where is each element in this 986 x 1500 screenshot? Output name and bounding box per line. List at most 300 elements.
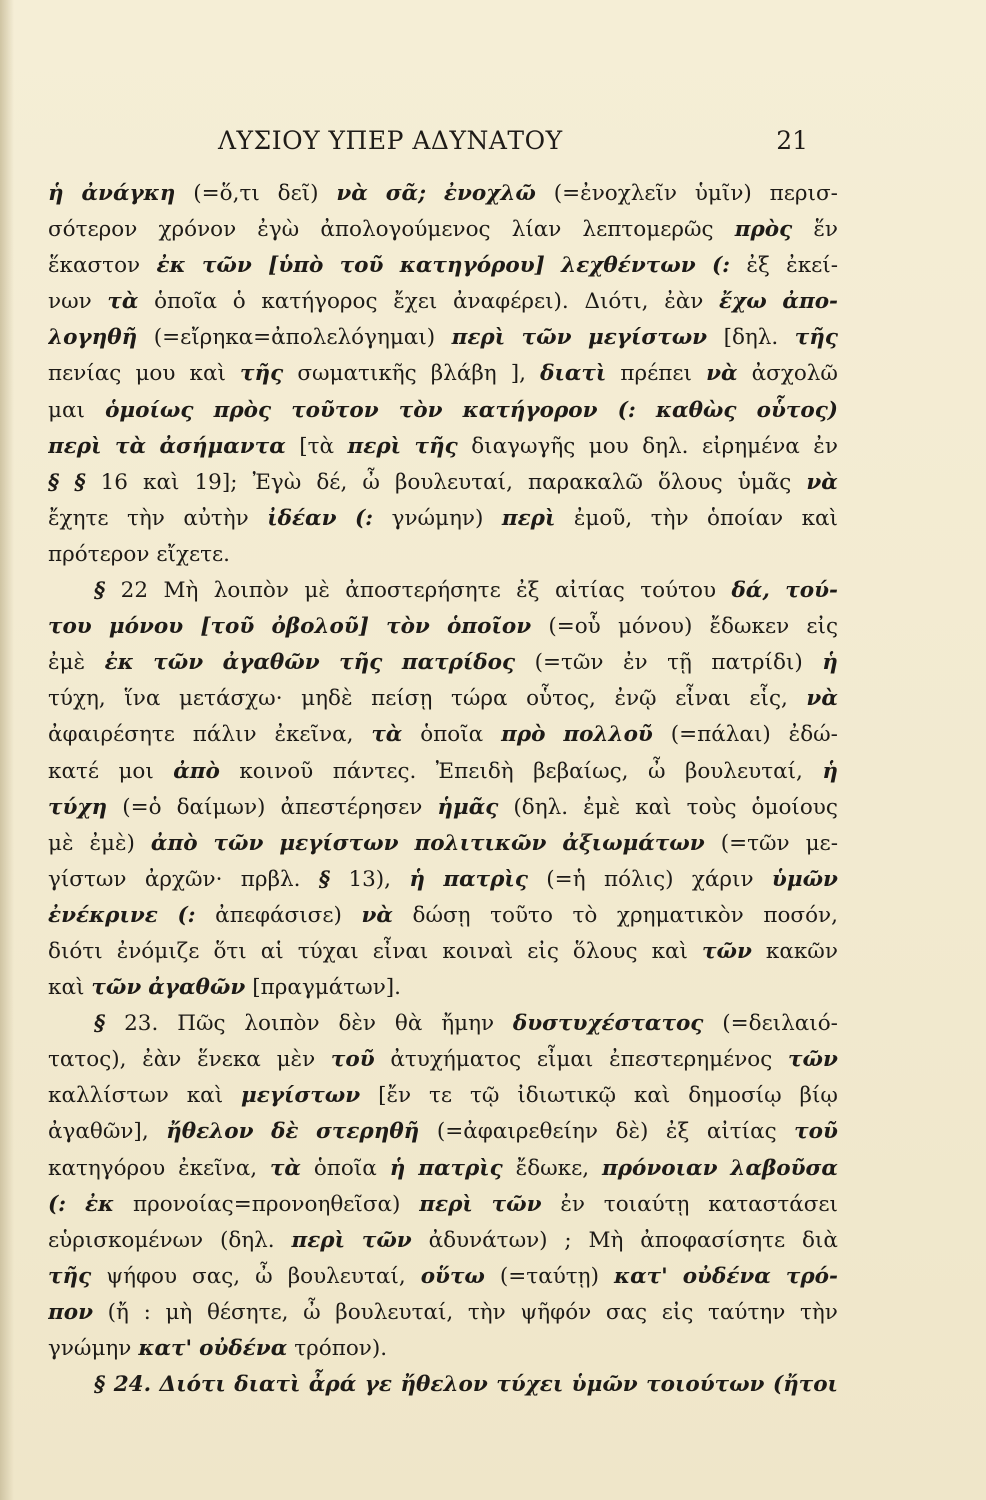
word: καθὼς: [655, 397, 737, 423]
word: 16: [100, 469, 128, 495]
word: δυστυχέστατος: [512, 1011, 704, 1037]
word: περὶ: [419, 1191, 473, 1217]
word: (:: [177, 902, 196, 928]
word: τῶν: [91, 975, 142, 1001]
word: ὀβολοῦ]: [271, 614, 369, 640]
word: ἀρχῶν·: [144, 866, 223, 892]
word: σωματικῆς: [297, 361, 417, 387]
word: (=ἀφαιρεθείην: [436, 1119, 598, 1145]
word: τὰ: [269, 1155, 301, 1181]
word: ὁποίαν: [707, 505, 784, 531]
word: τῆς: [48, 1263, 92, 1289]
text-line: [48, 1259, 838, 1295]
word: κοιναὶ: [442, 938, 514, 964]
word: §: [94, 1372, 106, 1398]
word: τῶν: [491, 1191, 542, 1217]
word: κατηγόρου]: [399, 253, 545, 279]
word: καταστάσει: [708, 1191, 838, 1217]
word: αὐτὴν: [183, 505, 249, 531]
word: (δηλ.: [513, 794, 569, 820]
word: ἐξ: [516, 578, 540, 604]
word: ἀγαθῶν],: [48, 1119, 149, 1145]
word: τῶν: [702, 938, 752, 964]
word: τῶν: [213, 830, 264, 856]
word: ἐξ: [746, 253, 770, 279]
word: τὴν: [467, 1299, 506, 1325]
word: λοιπὸν: [244, 1011, 320, 1037]
word: ἐξ: [665, 1119, 690, 1145]
word: :: [143, 1299, 151, 1325]
word: λεχθέντων: [561, 253, 696, 279]
word: ταύτην: [708, 1299, 786, 1325]
word: ἐκεῖνα,: [178, 1155, 258, 1181]
word: ἀξιωμάτων: [562, 830, 705, 856]
word: ἐκ: [156, 253, 186, 279]
word: εἷς,: [749, 686, 788, 712]
word: χρηματικὸν: [616, 902, 744, 928]
word: οὐδένα: [682, 1263, 771, 1289]
word: περὶ: [451, 325, 506, 351]
word: ἀπο-: [782, 289, 838, 315]
word: ἰδιωτικῷ: [517, 1083, 616, 1109]
word: τὸ: [572, 902, 598, 928]
word: ἐμοῦ,: [573, 505, 633, 531]
word: παρακαλῶ: [527, 469, 643, 495]
word: (=εἴρηκα=ἀπολελόγημαι): [153, 325, 436, 351]
word: βουλευταί,: [287, 1263, 406, 1289]
word: δά,: [731, 578, 770, 604]
word: τῷ: [469, 1083, 500, 1109]
word: δὲ): [615, 1119, 649, 1145]
word: μεγίστων: [587, 325, 708, 351]
word: δέ,: [316, 469, 348, 495]
word: βουλευταί,: [335, 1299, 454, 1325]
word: ἔχει: [393, 289, 438, 315]
text-line: [48, 826, 838, 862]
text-line: [48, 645, 838, 681]
word: 24.: [113, 1372, 152, 1398]
word: δηλ.: [642, 433, 689, 459]
word: ἐὰν: [664, 289, 704, 315]
word: ὦ: [255, 1263, 273, 1289]
word: μαι: [48, 397, 85, 423]
word: ὁποῖα: [420, 722, 484, 748]
word: ἀπολογούμενος: [320, 217, 491, 243]
word: [ἔν: [378, 1083, 412, 1109]
text-line: [48, 1295, 838, 1331]
word: διότι: [48, 938, 103, 964]
word: μόνου: [108, 614, 184, 640]
word: νὰ: [336, 181, 368, 206]
word: τῶν: [201, 253, 252, 279]
word: τρόπον).: [294, 1336, 388, 1361]
word: δὲν: [338, 1011, 376, 1037]
word: εἶναι: [372, 938, 429, 964]
word: καὶ: [189, 361, 226, 387]
word: ὁμοίους: [751, 794, 838, 820]
word: λοιπὸν: [213, 578, 289, 604]
word: ἀποφασίσητε: [640, 1227, 786, 1253]
text-line: [48, 1114, 838, 1150]
word: ],: [510, 361, 527, 387]
word: ;: [564, 1227, 572, 1253]
word: σας,: [192, 1263, 241, 1289]
text-line: [48, 248, 838, 284]
word: μόνου): [617, 614, 693, 640]
word: οὗτος): [756, 397, 838, 423]
text-line: [48, 393, 838, 429]
word: πενίας: [48, 361, 122, 387]
word: πόλις): [603, 866, 674, 892]
word: δαίμων): [176, 794, 266, 820]
word: εἶναι: [675, 686, 731, 712]
running-title: ΛΥΣΙΟΥ ΥΠΕΡ ΑΔΥΝΑΤΟΥ: [218, 126, 563, 155]
word: ἐν: [622, 650, 648, 676]
word: τῶν: [153, 650, 204, 676]
word: ποσόν,: [763, 902, 838, 928]
word: προνοίας=προνοηθεῖσα): [132, 1191, 401, 1217]
word: τῆς: [794, 325, 838, 351]
text-line: [48, 1078, 838, 1114]
word: ἀποστερήσητε: [345, 578, 501, 604]
word: τῆς: [339, 650, 383, 676]
word: πον: [48, 1299, 93, 1325]
word: διατὶ: [540, 361, 607, 387]
page-edge-shadow: [0, 0, 14, 1500]
word: χάριν: [691, 866, 754, 892]
word: ὁ: [232, 289, 246, 315]
word: τατος),: [48, 1047, 127, 1073]
word: γε: [364, 1372, 392, 1398]
word: περὶ: [347, 433, 402, 459]
word: πατρὶς: [418, 1155, 503, 1181]
word: ἔδωκε,: [515, 1155, 590, 1181]
text-line: [48, 1151, 838, 1187]
word: ἔδωκεν: [709, 614, 790, 640]
word: ἡ: [409, 866, 426, 892]
word: αἱ: [260, 938, 284, 964]
word: καὶ: [801, 505, 838, 531]
word: πάλιν: [192, 722, 257, 748]
word: σᾶ;: [385, 181, 427, 206]
word: τῶν: [361, 1227, 412, 1253]
word: ὅλους: [572, 938, 638, 964]
word: ἐκεί-: [786, 253, 838, 279]
word: ἀσχολῶ: [751, 361, 838, 387]
text-line: [48, 212, 838, 248]
word: περὶ: [291, 1227, 346, 1253]
word: (=ἐνοχλεῖν: [553, 181, 677, 206]
word: ὑμῖν): [694, 181, 752, 206]
text-line: [48, 1006, 838, 1042]
word: καὶ: [651, 938, 688, 964]
word: ὑμῶν: [771, 866, 838, 892]
word: ἐδώ-: [788, 722, 838, 748]
word: ἆρά: [308, 1372, 357, 1398]
word: τὸν: [398, 397, 443, 423]
word: δώσῃ: [412, 902, 471, 928]
word: (=πάλαι): [670, 722, 771, 748]
word: βίῳ: [799, 1083, 838, 1109]
text-line: [48, 970, 838, 1006]
word: 22: [120, 578, 149, 604]
word: πολιτικῶν: [414, 830, 547, 856]
word: νὰ: [361, 902, 393, 928]
text-line: [48, 717, 838, 753]
word: τοιαύτῃ: [603, 1191, 690, 1217]
word: ὁποῖον: [447, 614, 532, 640]
word: πρὸς: [213, 397, 272, 423]
word: ἀνάγκη: [81, 181, 176, 206]
text-line: [48, 429, 838, 465]
word: βεβαίως,: [533, 758, 629, 784]
word: ὑμῶν: [571, 1372, 638, 1398]
word: πρὸ: [501, 722, 546, 748]
word: πατρίδος: [401, 650, 516, 676]
word: (=ἡ: [546, 866, 586, 892]
word: τὰ: [371, 722, 403, 748]
word: ἐμὲ): [89, 830, 135, 856]
text-line: [48, 176, 838, 212]
word: ὦ: [362, 469, 380, 495]
word: καὶ: [186, 1083, 224, 1109]
word: κοινοῦ: [239, 758, 314, 784]
word: μὲ: [304, 578, 330, 604]
word: ἐὰν: [142, 1047, 182, 1073]
word: στερηθῆ: [316, 1119, 420, 1145]
text-line: [48, 465, 838, 501]
word: ἤθελον: [166, 1119, 254, 1145]
word: ἤμην: [441, 1011, 495, 1037]
word: ἐκ: [104, 650, 134, 676]
word: καὶ: [143, 469, 180, 495]
word: λεπτομερῶς: [582, 217, 714, 243]
word: δεῖ): [277, 181, 319, 206]
word: πρόνοιαν: [602, 1155, 718, 1181]
word: (ἤ: [107, 1299, 129, 1325]
text-line: [48, 681, 838, 717]
word: τῆς: [240, 361, 284, 387]
word: [πραγμάτων].: [252, 975, 402, 1001]
word: μεγίστων: [241, 1083, 361, 1109]
word: (=οὗ: [548, 614, 601, 640]
word: ὑμᾶς: [737, 469, 792, 495]
word: ἡ: [48, 181, 64, 206]
word: τοῦτον: [291, 397, 379, 423]
word: [ὑπὸ: [268, 253, 324, 279]
word: χρόνον: [158, 217, 237, 243]
word: γνώμην): [391, 505, 484, 531]
word: ἕνεκα: [197, 1047, 261, 1073]
word: Διότι: [159, 1372, 226, 1398]
word: τὰ: [115, 433, 147, 459]
word: ἐμὲ: [583, 794, 621, 820]
word: διὰ: [801, 1227, 838, 1253]
text-line: [48, 754, 838, 790]
word: γνώμην: [48, 1336, 132, 1361]
word: μὲν: [276, 1047, 316, 1073]
word: βουλευταί,: [394, 469, 513, 495]
word: ἐγὼ: [257, 217, 300, 243]
word: τύχαι: [297, 938, 359, 964]
word: αἰτίας: [554, 578, 625, 604]
word: τοιούτων: [646, 1372, 765, 1398]
word: μοι: [118, 758, 154, 784]
word: τύχη: [48, 794, 108, 820]
word: ἐν: [813, 433, 838, 459]
word: εἰς: [661, 1299, 694, 1325]
word: δημοσίῳ: [688, 1083, 782, 1109]
text-line: [48, 573, 838, 609]
word: ἐν: [560, 1191, 585, 1217]
word: ἤθελον: [400, 1372, 488, 1398]
word: θὰ: [394, 1011, 423, 1037]
word: τε: [429, 1083, 453, 1109]
word: τῶν: [788, 1047, 838, 1073]
word: εἰς: [806, 614, 838, 640]
word: τοῦ: [794, 1119, 838, 1145]
word: πρέπει: [620, 361, 692, 387]
word: ἡ: [822, 650, 838, 676]
word: Μὴ: [163, 578, 199, 604]
word: πολλοῦ: [563, 722, 653, 748]
word: §: [318, 866, 331, 892]
word: §: [48, 469, 60, 495]
word: κατηγόρου: [48, 1155, 166, 1181]
word: τώρα: [450, 686, 508, 712]
text-line: [48, 1042, 838, 1078]
word: σας: [605, 1299, 648, 1325]
word: (:: [48, 1191, 67, 1217]
text-line: [48, 934, 838, 970]
word: ἀγαθῶν: [222, 650, 320, 676]
word: σότερον: [48, 217, 138, 243]
word: τοῦτο: [490, 902, 553, 928]
word: μὴ: [165, 1299, 193, 1325]
word: Ἐγὼ: [252, 469, 302, 495]
text-line: [48, 898, 838, 934]
word: οὐδένα: [199, 1336, 288, 1361]
text-line: [48, 790, 838, 826]
word: Πῶς: [177, 1011, 226, 1037]
word: λογηθῆ: [48, 325, 138, 351]
word: μου: [135, 361, 176, 387]
word: τὰ: [107, 289, 139, 315]
word: οὗτος,: [526, 686, 596, 712]
word: εἶμαι: [536, 1047, 594, 1073]
word: πρότερον: [48, 541, 150, 567]
word: εὑρισκομένων: [48, 1227, 204, 1253]
word: νὰ: [806, 469, 838, 495]
word: ἐκ: [84, 1191, 115, 1217]
text-line: [48, 320, 838, 356]
word: ὁποῖα: [313, 1155, 377, 1181]
word: πρὸς: [734, 217, 793, 243]
word: καλλίστων: [48, 1083, 169, 1109]
word: βλάβη: [430, 361, 497, 387]
word: με-: [805, 830, 838, 856]
word: τὴν: [650, 505, 689, 531]
word: (:: [355, 505, 374, 531]
word: οὕτω: [420, 1263, 485, 1289]
word: τοῦ: [339, 253, 384, 279]
word: ὦ: [647, 758, 666, 784]
word: τούτου: [640, 578, 717, 604]
word: ἐνέκρινε: [48, 902, 158, 928]
body-text: [48, 176, 838, 1403]
word: ἀφαιρέσητε: [48, 722, 175, 748]
word: ἀπεστέρησεν: [280, 794, 423, 820]
word: ψῆφόν: [520, 1299, 592, 1325]
word: εἰς: [527, 938, 559, 964]
word: §: [94, 1011, 106, 1037]
word: ἡμᾶς: [437, 794, 499, 820]
word: ὁμοίως: [105, 397, 194, 423]
word: τὴν: [800, 1299, 838, 1325]
word: πρβλ.: [240, 866, 301, 892]
word: κατήγορον: [462, 397, 598, 423]
word: ἔχητε: [48, 505, 109, 531]
word: κατ': [138, 1336, 193, 1361]
word: §: [74, 469, 86, 495]
word: τῶν: [521, 325, 572, 351]
text-line: [48, 862, 838, 898]
word: ἕκαστον: [48, 253, 141, 279]
text-line: [48, 501, 838, 537]
word: κακῶν: [765, 938, 838, 964]
word: καὶ: [635, 794, 672, 820]
word: περισ-: [769, 181, 838, 206]
word: τῇ: [667, 650, 692, 676]
word: ἀγαθῶν: [148, 975, 246, 1001]
word: ἐνόμιζε: [116, 938, 200, 964]
word: (=ταύτῃ): [499, 1263, 599, 1289]
word: ἐνοχλῶ: [443, 181, 536, 206]
word: (=ὅ,τι: [193, 181, 260, 206]
word: τῆς: [414, 433, 458, 459]
word: ἡ: [389, 1155, 406, 1181]
word: ἡ: [822, 758, 838, 784]
word: (=τῶν: [720, 830, 790, 856]
word: ἔχω: [719, 289, 767, 315]
word: τὸν: [386, 614, 430, 640]
word: θέσητε,: [206, 1299, 289, 1325]
word: ἀπὸ: [173, 758, 220, 784]
word: βουλευταί,: [684, 758, 803, 784]
word: τρό-: [785, 1263, 838, 1289]
word: λαβοῦσα: [730, 1155, 838, 1181]
word: μεγίστων: [279, 830, 399, 856]
word: ἀδυνάτων): [428, 1227, 548, 1253]
text-line: [48, 1331, 838, 1367]
text-line: [48, 1223, 838, 1259]
word: ἀτυχήματος: [390, 1047, 522, 1073]
text-line: [48, 609, 838, 645]
page-number: 21: [776, 126, 808, 155]
word: (:: [711, 253, 731, 279]
word: καὶ: [633, 1083, 671, 1109]
word: κατήγορος: [261, 289, 378, 315]
word: δὲ: [271, 1119, 299, 1145]
word: τοὺς: [686, 794, 737, 820]
word: νων: [48, 289, 92, 315]
word: ἵνα: [124, 686, 161, 712]
word: ἀσήμαντα: [159, 433, 286, 459]
word: διαγωγῆς: [471, 433, 576, 459]
word: νὰ: [706, 361, 738, 387]
word: ἀπὸ: [150, 830, 198, 856]
word: ψήφου: [106, 1263, 178, 1289]
